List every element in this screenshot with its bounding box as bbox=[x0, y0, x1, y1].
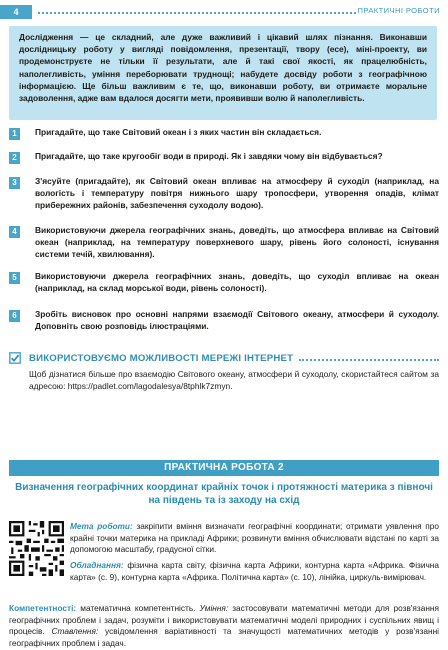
internet-title: ВИКОРИСТОВУЄМО МОЖЛИВОСТІ МЕРЕЖІ ІНТЕРНЕТ bbox=[29, 352, 294, 364]
attitudes-label: Ставлення: bbox=[51, 626, 99, 637]
task-text: Використовуючи джерела географічних знань, доведіть, що суходіл впливає на океан (наприклад, на склад морської води, рівень солоності). bbox=[35, 271, 439, 293]
goal-block bbox=[70, 521, 439, 556]
practical-work-label: ПРАКТИЧНА РОБОТА 2 bbox=[9, 460, 439, 476]
equipment-block bbox=[70, 560, 439, 583]
task-text: З'ясуйте (пригадайте), як Світовий океан впливає на атмосферу й суходіл (наприклад, на вологість і температуру повітря нижнього шару тропосфери, утворення опадів, клімат прибережних районів, забезпечення суходолу водою). bbox=[35, 176, 439, 210]
qr-code-icon bbox=[9, 521, 64, 576]
task-2 bbox=[9, 151, 439, 163]
skills-text: застосовувати математичні методи для розв'язання географічних проблем і задач, розуміти і використовувати математичні моделі природних і суспільних явищ і процесів. bbox=[9, 603, 440, 637]
competences-text: математична компетентність. bbox=[76, 603, 200, 613]
task-number: 4 bbox=[9, 226, 20, 238]
page-header bbox=[0, 5, 448, 19]
section-title: ПРАКТИЧНІ РОБОТИ bbox=[357, 6, 440, 15]
attitudes-text: усвідомлення варіативності та значущості математичних методів у розв'язанні географічних проблем і задач. bbox=[9, 626, 439, 648]
practical-work-title: Визначення географічних координат крайніх точок і протяжності материка з півночі на південь та із заходу на схід bbox=[15, 482, 433, 507]
internet-text: Щоб дізнатися більше про взаємодію Світового океану, атмосфери й суходолу, скористайтеся сайтом за адресою: https://padlet.com/lagodalesya/8tphlk7zmyn. bbox=[29, 369, 439, 391]
title-divider bbox=[299, 359, 439, 361]
task-text: Використовуючи джерела географічних знань, доведіть, що атмосфера впливає на Світовий океан (наприклад, на температуру поверхневого шару, рівень його солоності, існування системи течій, хвилювання). bbox=[35, 225, 439, 259]
equipment-label: Обладнання: bbox=[70, 560, 124, 570]
goal-text: закріпити вміння визначати географічні координати; отримати уявлення про крайні точки материка на прикладі Африки; розвинути вміння обчислювати відстані по карті за допомогою масштабу, градусної сітки. bbox=[70, 521, 440, 555]
skills-label: Уміння: bbox=[199, 603, 229, 613]
checkbox-icon bbox=[9, 352, 21, 364]
task-number: 2 bbox=[9, 152, 20, 164]
task-text: Пригадайте, що таке кругообіг води в природі. Як і завдяки чому він відбувається? bbox=[35, 151, 383, 161]
competences-block bbox=[9, 603, 439, 649]
task-5 bbox=[9, 271, 439, 295]
goal-label: Мета роботи: bbox=[70, 521, 133, 531]
header-divider bbox=[38, 12, 356, 14]
task-1 bbox=[9, 127, 439, 139]
task-text: Пригадайте, що таке Світовий океан і з яких частин він складається. bbox=[35, 127, 322, 137]
task-6 bbox=[9, 309, 439, 333]
task-text: Зробіть висновок про основні напрями взаємодії Світового океану, атмосфери й суходолу. Доповніть свою розповідь ілюстраціями. bbox=[35, 309, 439, 331]
task-number: 3 bbox=[9, 177, 20, 189]
task-number: 6 bbox=[9, 310, 20, 322]
competences-label: Компетентності: bbox=[9, 603, 77, 613]
task-3 bbox=[9, 176, 439, 211]
task-number: 5 bbox=[9, 272, 20, 284]
task-4 bbox=[9, 225, 439, 260]
equipment-text: фізична карта світу, фізична карта Африки, контурна карта «Африка. Фізична карта» (с. 9), контурна карта «Африка. Політична карта» (с. 10), лінійка, циркуль-вимірювач. bbox=[70, 560, 439, 582]
intro-text: Дослідження — це складний, але дуже важливий і цікавий шлях пізнання. Виконавши дослідницьку роботу у вигляді повідомлення, презентації, твору (есе), міні-проекту, ви продемонструєте не тільки її результати, але й такі свої якості, як працелюбність, наполегливість, уміння переборювати труднощі; набудете досвіду роботи з географічною інформацією. Ще більш важливим є те, що, виконавши роботу, ви отримаєте моральне задоволення, адже вам вдалося досягти мети, проявивши волю й наполегливість. bbox=[19, 32, 427, 104]
task-number: 1 bbox=[9, 128, 20, 140]
intro-box bbox=[9, 26, 437, 120]
internet-section bbox=[9, 352, 439, 392]
page-number: 4 bbox=[0, 5, 32, 19]
